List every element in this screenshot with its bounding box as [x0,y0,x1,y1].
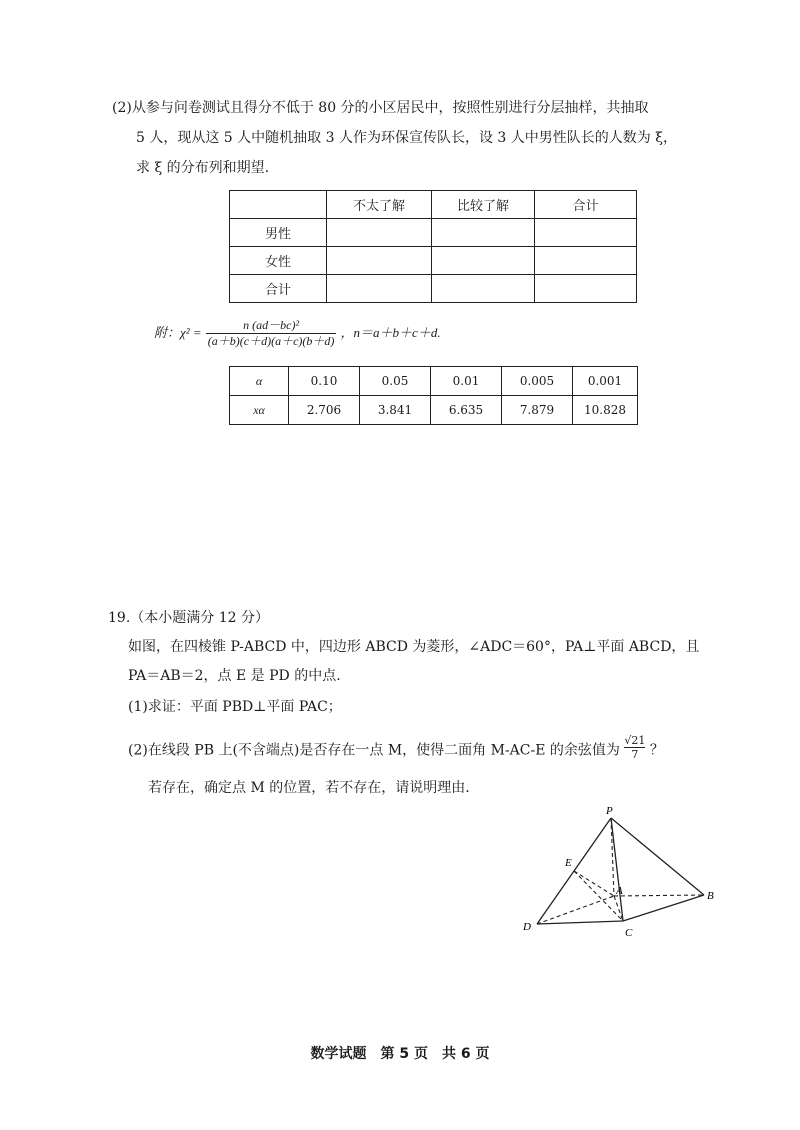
table-cell: 男性 [230,219,327,247]
table-cell: 合计 [230,275,327,303]
table-header: 比较了解 [432,191,535,219]
table-cell [432,219,535,247]
formula-suffix: ，n＝a＋b＋c＋d. [340,325,441,340]
edge-cb [623,895,704,921]
table-cell [432,275,535,303]
label-b: B [707,890,714,902]
critical-value-table [229,366,638,425]
pyramid-figure [510,796,740,942]
formula-prefix: 附：χ² = [154,325,202,340]
formula-denominator: (a＋b)(c＋d)(a＋c)(b＋d) [207,334,335,348]
q19-part2-end: ？ [649,742,664,759]
table-cell [432,247,535,275]
label-d: D [523,921,531,933]
table-row [230,219,637,247]
cosine-denominator: 7 [631,748,639,761]
table-header: 不太了解 [327,191,432,219]
table-cell [535,247,637,275]
q19-line2: PA＝AB＝2，点 E 是 PD 的中点. [128,668,341,684]
q19-part1: (1)求证：平面 PBD⊥平面 PAC； [128,699,342,715]
cosine-fraction [624,734,645,761]
formula-numerator: n (ad－bc)² [206,318,337,334]
q19-header: 19.（本小题满分 12 分） [108,610,269,626]
table-cell: 0.005 [502,367,573,396]
label-e: E [565,857,572,869]
label-p: P [606,805,613,817]
q19-part2-text: (2)在线段 PB 上(不含端点)是否存在一点 M，使得二面角 M-AC-E 的余弦值为 [128,742,620,759]
formula-fraction [206,318,337,349]
q18-part2-line1: (2)从参与问卷测试且得分不低于 80 分的小区居民中，按照性别进行分层抽样，共抽取 [112,100,649,116]
edge-ea [574,871,614,896]
table-cell: 0.01 [431,367,502,396]
q19-part2 [128,734,664,761]
table-cell: α [230,367,289,396]
edge-da [537,896,614,924]
q18-part2-line2: 5 人，现从这 5 人中随机抽取 3 人作为环保宣传队长，设 3 人中男性队长的人数为 ξ， [136,130,677,146]
table-row [230,191,637,219]
table-cell [535,219,637,247]
label-c: C [625,927,633,939]
table-cell: 6.635 [431,396,502,425]
table-row [230,367,638,396]
table-cell: 3.841 [360,396,431,425]
table-cell [327,247,432,275]
table-header: 合计 [535,191,637,219]
survey-table [229,190,637,303]
table-cell: 2.706 [289,396,360,425]
table-cell: 10.828 [573,396,638,425]
cosine-numerator: √21 [624,734,646,747]
edge-dc [537,921,623,924]
table-cell: 女性 [230,247,327,275]
chi-square-formula [154,318,441,349]
q18-part2-line3: 求 ξ 的分布列和期望. [136,160,270,176]
edge-pb [611,818,704,895]
table-cell: 0.05 [360,367,431,396]
label-a: A [616,885,623,897]
table-row [230,396,638,425]
edge-ab [614,895,704,896]
table-cell [535,275,637,303]
table-cell [230,191,327,219]
table-cell: 7.879 [502,396,573,425]
table-row [230,275,637,303]
table-cell: xα [230,396,289,425]
table-cell: 0.10 [289,367,360,396]
q19-line1: 如图，在四棱锥 P-ABCD 中，四边形 ABCD 为菱形，∠ADC＝60°，PA⊥平面 ABCD，且 [128,639,700,655]
q19-part2-line2: 若存在，确定点 M 的位置，若不存在，请说明理由. [148,780,470,796]
table-row [230,247,637,275]
table-cell [327,219,432,247]
page-footer: 数学试题 第 5 页 共 6 页 [310,1046,490,1062]
table-cell: 0.001 [573,367,638,396]
table-cell [327,275,432,303]
